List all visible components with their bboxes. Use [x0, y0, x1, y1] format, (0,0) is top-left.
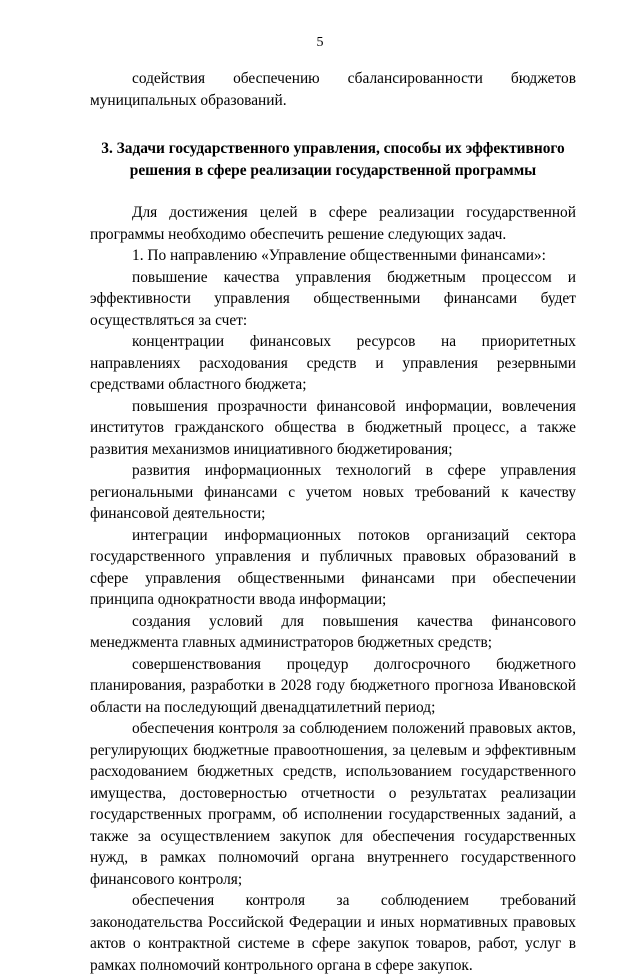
- section-title-line-2: решения в сфере реализации государственной программы: [129, 161, 537, 179]
- paragraph: Для достижения целей в сфере реализации государственной программы необходимо обеспечить решение следующих задач.: [90, 204, 576, 243]
- paragraph: повышение качества управления бюджетным процессом и эффективности управления общественными финансами будет осуществляться за счет:: [90, 268, 576, 329]
- intro-line-1: содействия обеспечению сбалансированности бюджетов: [132, 70, 576, 87]
- list-item: обеспечения контроля за соблюдением требований законодательства Российской Федерации и иных нормативных правовых актов о контрактной системе в сфере закупок товаров, работ, услуг в рамках полномочий контрольного органа в сфере закупок.: [90, 892, 576, 974]
- intro-line-2: муниципальных образований.: [90, 91, 287, 109]
- list-item: развития информационных технологий в сфере управления региональными финансами с учетом новых требований к качеству финансовой деятельности;: [90, 462, 576, 522]
- list-item: повышения прозрачности финансовой информации, вовлечения институтов гражданского общества в бюджетный процесс, а также развития механизмов инициативного бюджетирования;: [90, 397, 576, 458]
- page-number: 5: [316, 35, 324, 50]
- list-item: создания условий для повышения качества финансового менеджмента главных администраторов бюджетных средств;: [90, 612, 576, 651]
- section-title-line-1: 3. Задачи государственного управления, способы их эффективного: [101, 140, 565, 157]
- document-body: [90, 68, 576, 976]
- list-item: концентрации финансовых ресурсов на приоритетных направлениях расходования средств и управления резервными средствами областного бюджета;: [90, 333, 576, 393]
- section-heading: [90, 138, 576, 181]
- paragraph: 1. По направлению «Управление общественными финансами»:: [132, 247, 546, 264]
- list-item: интеграции информационных потоков организаций сектора государственного управления и публичных правовых образований в сфере управления общественными финансами при обеспечении принципа однократности ввода информации;: [90, 526, 576, 608]
- list-item: совершенствования процедур долгосрочного бюджетного планирования, разработки в 2028 году бюджетного прогноза Ивановской области на последующий двенадцатилетний период;: [90, 655, 576, 716]
- list-item: обеспечения контроля за соблюдением положений правовых актов, регулирующих бюджетные правоотношения, за целевым и эффективным расходованием бюджетных средств, использованием государственного имущества, достоверностью отчетности о результатах реализации государственных программ, об исполнении государственных заданий, а также за осуществлением закупок для обеспечения государственных нужд, в рамках полномочий органа внутреннего государственного финансового контроля;: [90, 720, 576, 888]
